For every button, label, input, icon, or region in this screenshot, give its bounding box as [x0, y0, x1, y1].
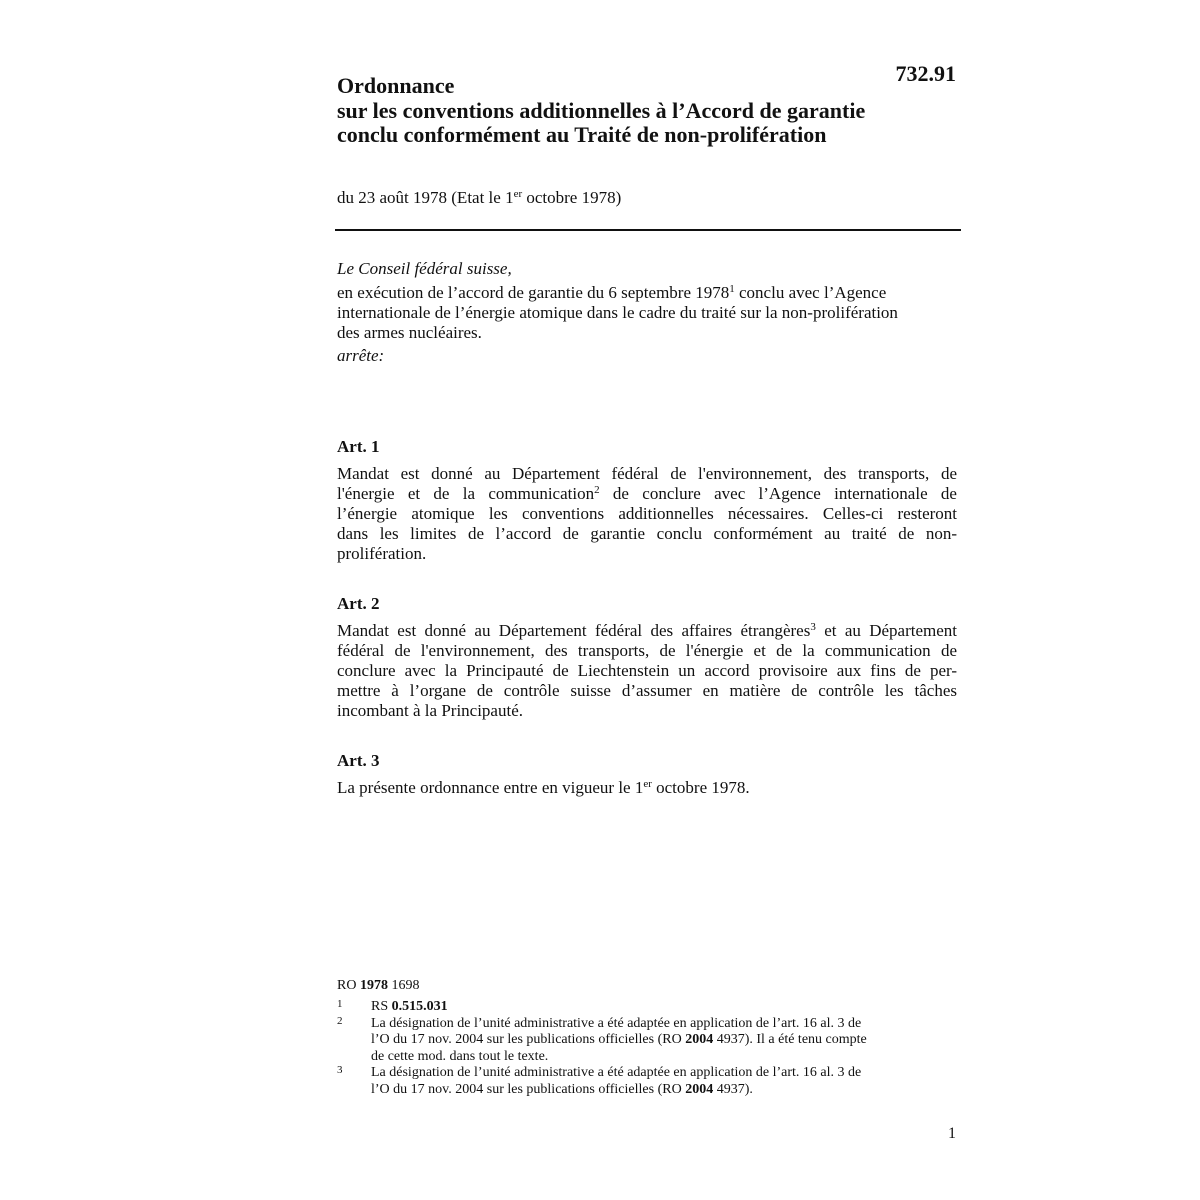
document-title: [337, 74, 957, 148]
preamble-text: conclu avec l’Agence: [734, 283, 887, 302]
footnote-line: l’O du 17 nov. 2004 sur les publications officielles (RO 2004 4937). Il a été tenu compte: [371, 1032, 867, 1047]
article-body: [337, 778, 957, 798]
article-1: [337, 437, 957, 564]
article-line: mettre à l’organe de contrôle suisse d’assumer en matière de contrôle les tâches: [337, 681, 957, 700]
footnote-line: de cette mod. dans tout le texte.: [371, 1048, 549, 1064]
footnote-ref-3[interactable]: 3: [810, 621, 816, 633]
title-line: conclu conformément au Traité de non-prolifération: [337, 122, 827, 147]
article-2: [337, 594, 957, 721]
footnote-rs-number: 0.515.031: [391, 999, 448, 1014]
page-number: 1: [948, 1125, 956, 1142]
ro-year: 1978: [359, 978, 388, 993]
preamble-text: en exécution de l’accord de garantie du 6 septembre 1978: [337, 283, 730, 302]
article-3: [337, 751, 957, 798]
preamble-line: internationale de l’énergie atomique dans le cadre du traité sur la non-prolifération: [337, 303, 898, 322]
footnote-line: l’O du 17 nov. 2004 sur les publications officielles (RO 2004 4937).: [371, 1081, 753, 1097]
footnote-number: 1: [337, 998, 343, 1010]
footnote-2: [337, 1016, 957, 1066]
article-body: [337, 621, 957, 721]
preamble-line: [337, 283, 957, 303]
article-line: incombant à la Principauté.: [337, 701, 523, 720]
article-heading: Art. 3: [337, 751, 380, 770]
footnotes: [337, 999, 957, 1098]
footnote-ref-2[interactable]: 2: [594, 484, 600, 496]
footnote-number: 2: [337, 1014, 343, 1027]
title-line: sur les conventions additionnelles à l’Accord de garantie: [337, 97, 866, 123]
preamble-line: des armes nucléaires.: [337, 323, 482, 342]
article-line: La présente ordonnance entre en vigueur le 1er octobre 1978.: [337, 778, 750, 797]
title-line: Ordonnance: [337, 73, 455, 98]
header-divider: [335, 229, 961, 231]
article-body: [337, 464, 957, 564]
article-line: prolifération.: [337, 544, 427, 563]
date-prefix: du 23 août 1978 (Etat le 1: [337, 188, 514, 207]
date-suffix: octobre 1978): [522, 188, 622, 207]
preamble: [337, 259, 957, 366]
footnote-line: La désignation de l’unité administrative a été adaptée en application de l’art. 16 al. 3 de: [371, 1015, 862, 1031]
article-line: l'énergie et de la communication$^2$ de conclure avec l’Agence internationale de: [337, 484, 957, 503]
article-heading: Art. 1: [337, 437, 380, 456]
preamble-authority: Le Conseil fédéral suisse,: [337, 259, 512, 278]
footnote-ref-1[interactable]: 1: [729, 283, 735, 295]
footnote-line: La désignation de l’unité administrative a été adaptée en application de l’art. 16 al. 3 de: [371, 1065, 862, 1080]
article-superscript: er: [643, 778, 652, 790]
article-line: dans les limites de l’accord de garantie conclu conformément au traité de non-: [337, 524, 957, 543]
article-heading: Art. 2: [337, 594, 380, 613]
date-superscript: er: [513, 188, 523, 200]
date-status-line: [337, 187, 621, 209]
sr-number: 732.91: [895, 61, 956, 86]
article-line: Mandat est donné au Département fédéral des affaires étrangères$^3$ et au Département: [337, 621, 957, 640]
article-line: Mandat est donné au Département fédéral de l'environnement, des transports, de: [337, 464, 957, 483]
article-line: fédéral de l'environnement, des transports, de l'énergie et de la communication de: [337, 641, 957, 660]
preamble-decree: arrête:: [337, 346, 385, 365]
footnote-1: 1 RS 0.515.031: [337, 998, 448, 1014]
article-line: l’énergie atomique les conventions additionnelles nécessaires. Celles-ci resteront: [337, 504, 957, 523]
ro-reference: RO 1978 1698: [337, 978, 420, 993]
footnote-number: 3: [337, 1064, 343, 1076]
article-line: conclure avec la Principauté de Liechtenstein un accord provisoire aux fins de per-: [337, 661, 957, 680]
footnote-3: [337, 1065, 957, 1098]
